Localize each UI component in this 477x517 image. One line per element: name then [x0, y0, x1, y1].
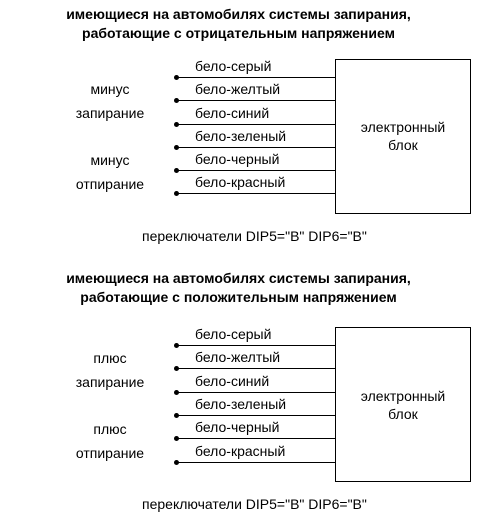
- section1-wire5-label: бело-черный: [195, 151, 280, 167]
- section2-dip-note: переключатели DIP5="B" DIP6="B": [142, 496, 367, 512]
- section2-wire3-terminal: [174, 390, 179, 395]
- section1-wire3-line: [176, 124, 335, 125]
- section1-dip-note: переключатели DIP5="B" DIP6="B": [142, 228, 367, 244]
- section1-title-line2: работающие с отрицательным напряжением: [82, 25, 395, 41]
- section1-wire2-line: [176, 100, 335, 101]
- section1-wire4-line: [176, 147, 335, 148]
- section2-wire5-terminal: [174, 436, 179, 441]
- section2-wire1-label: бело-серый: [195, 326, 272, 342]
- section2-block-label1: электронный: [360, 388, 446, 404]
- section2-group2-label1: плюс: [93, 421, 127, 437]
- section1-wire1-label: бело-серый: [195, 58, 272, 74]
- section2-wire3-label: бело-синий: [195, 373, 270, 389]
- section1-wire4-label: бело-зеленый: [195, 128, 287, 144]
- section2-wire2-terminal: [174, 366, 179, 371]
- section2-wire4-line: [176, 415, 335, 416]
- section1-wire4-terminal: [174, 145, 179, 150]
- section2-group2-label2: отпирание: [75, 445, 145, 461]
- section2-wire4-label: бело-зеленый: [195, 396, 287, 412]
- section1-group2-label2: отпирание: [75, 176, 145, 192]
- section2-group1-label1: плюс: [93, 350, 127, 366]
- section1-wire6-label: бело-красный: [195, 174, 286, 190]
- section2-wire1-terminal: [174, 343, 179, 348]
- section1-group1-label1: минус: [90, 81, 130, 97]
- section2-electronic-block: [335, 327, 471, 482]
- section2-wire6-label: бело-красный: [195, 443, 286, 459]
- section1-wire5-line: [176, 170, 335, 171]
- section1-wire5-terminal: [174, 168, 179, 173]
- section2-title-line2: работающие с положительным напряжением: [80, 289, 397, 305]
- section1-title-line1: имеющиеся на автомобилях системы запирания,: [66, 6, 411, 22]
- section1-electronic-block: [335, 59, 471, 214]
- section1-wire2-label: бело-желтый: [195, 81, 281, 97]
- section1-wire2-terminal: [174, 98, 179, 103]
- section1-block-label1: электронный: [360, 119, 446, 135]
- section2-wire5-label: бело-черный: [195, 419, 280, 435]
- section2-wire6-terminal: [174, 460, 179, 465]
- section1-group1-label2: запирание: [75, 105, 145, 121]
- section1-wire1-terminal: [174, 75, 179, 80]
- section2-wire2-line: [176, 368, 335, 369]
- section2-wire2-label: бело-желтый: [195, 349, 281, 365]
- section2-wire4-terminal: [174, 413, 179, 418]
- section1-wire6-line: [176, 193, 335, 194]
- section2-group1-label2: запирание: [75, 374, 145, 390]
- section1-block-label2: блок: [388, 137, 418, 153]
- section2-wire1-line: [176, 345, 335, 346]
- section1-wire3-label: бело-синий: [195, 105, 270, 121]
- section2-title-line1: имеющиеся на автомобилях системы запирания,: [66, 270, 411, 286]
- section1-wire1-line: [176, 77, 335, 78]
- section2-wire5-line: [176, 438, 335, 439]
- section1-group2-label1: минус: [90, 152, 130, 168]
- section1-wire3-terminal: [174, 122, 179, 127]
- section2-block-label2: блок: [388, 406, 418, 422]
- section2-wire3-line: [176, 392, 335, 393]
- section1-wire6-terminal: [174, 191, 179, 196]
- section2-wire6-line: [176, 462, 335, 463]
